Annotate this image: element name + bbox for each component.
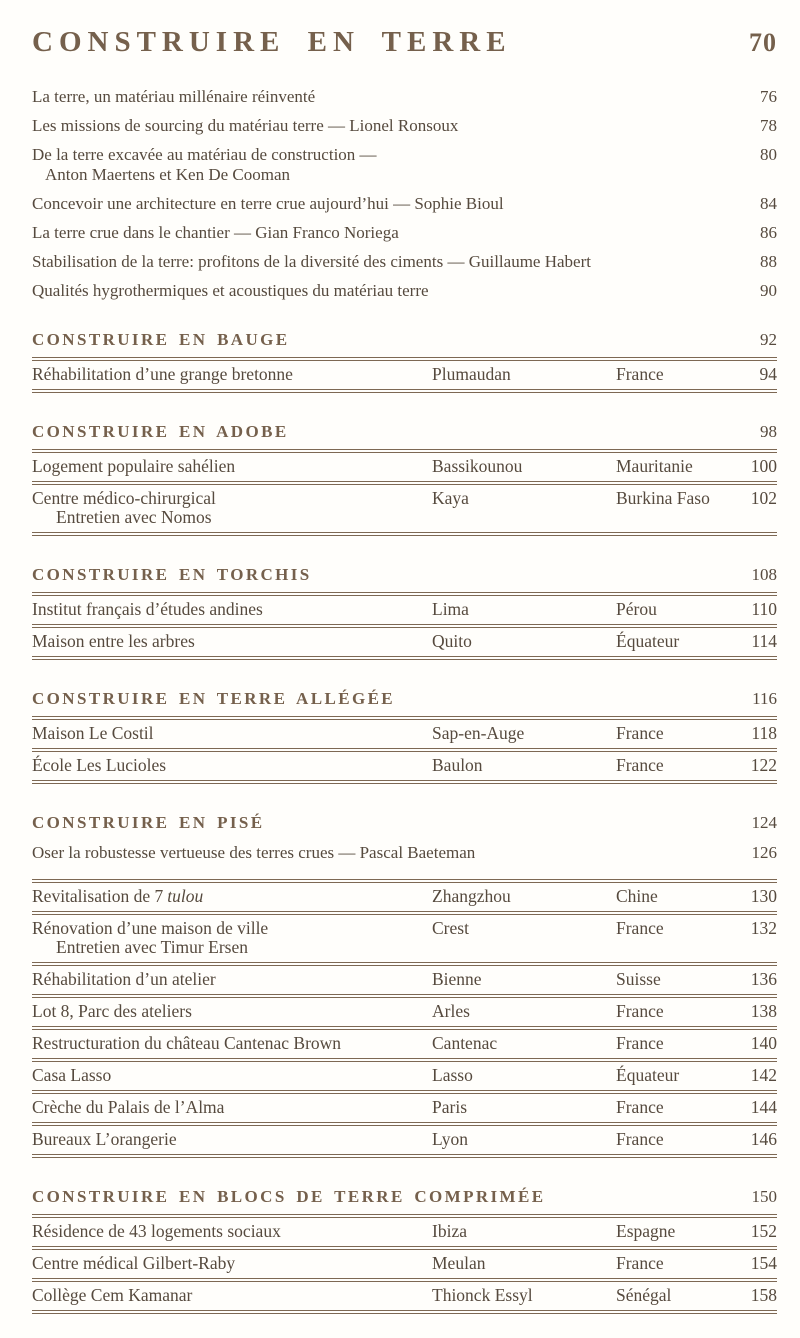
chapter-page-number: 70 — [749, 28, 777, 57]
entry-title: Les missions de sourcing du matériau terre — Lionel Ronsoux — [32, 116, 459, 135]
section-heading: CONSTRUIRE EN BAUGE — [32, 330, 290, 349]
section-page-number: 124 — [751, 813, 777, 832]
entry-page: 88 — [760, 252, 777, 271]
project-name: Crèche du Palais de l’Alma — [32, 1097, 225, 1117]
project-city: Kaya — [432, 488, 469, 508]
project-row — [32, 596, 777, 628]
project-row — [32, 1282, 777, 1314]
toc-entry — [32, 194, 777, 214]
project-country: Suisse — [616, 969, 661, 989]
toc-section-adobe — [32, 421, 777, 536]
project-row — [32, 966, 777, 998]
section-heading-row — [32, 1186, 777, 1207]
toc-entry — [32, 223, 777, 243]
project-row — [32, 720, 777, 752]
project-name: Collège Cem Kamanar — [32, 1285, 193, 1305]
section-heading: CONSTRUIRE EN PISÉ — [32, 813, 265, 832]
project-name-italic: tulou — [167, 886, 204, 906]
toc-entry — [32, 843, 777, 863]
project-row — [32, 883, 777, 915]
project-row — [32, 453, 777, 485]
project-page: 138 — [750, 1001, 777, 1021]
project-row — [32, 485, 777, 536]
project-city: Bienne — [432, 969, 482, 989]
project-page: 118 — [751, 723, 777, 743]
project-city: Crest — [432, 918, 469, 938]
entry-title-line2: Anton Maertens et Ken De Cooman — [45, 165, 291, 184]
project-city: Paris — [432, 1097, 467, 1117]
toc-section-terre-allegee — [32, 688, 777, 784]
project-row — [32, 1250, 777, 1282]
project-row — [32, 752, 777, 784]
toc-section-blocs — [32, 1186, 777, 1314]
project-page: 144 — [750, 1097, 777, 1117]
section-heading: CONSTRUIRE EN TERRE ALLÉGÉE — [32, 689, 396, 708]
entry-title: De la terre excavée au matériau de construction — Anton Maertens et Ken De Cooman — [32, 145, 377, 184]
project-page: 158 — [750, 1285, 777, 1305]
section-heading: CONSTRUIRE EN TORCHIS — [32, 565, 312, 584]
project-subtitle: Entretien avec Timur Ersen — [56, 937, 248, 957]
project-name: Centre médico-chirurgical Entretien avec Nomos — [32, 489, 432, 527]
project-name: Réhabilitation d’une grange bretonne — [32, 364, 293, 384]
project-name: Lot 8, Parc des ateliers — [32, 1001, 192, 1021]
project-subtitle: Entretien avec Nomos — [56, 507, 212, 527]
project-city: Lima — [432, 599, 469, 619]
project-row — [32, 1094, 777, 1126]
project-country: Espagne — [616, 1221, 676, 1241]
project-row — [32, 1030, 777, 1062]
project-page: 102 — [750, 488, 777, 508]
project-city: Quito — [432, 631, 472, 651]
project-country: Mauritanie — [616, 456, 693, 476]
project-page: 152 — [750, 1221, 777, 1241]
project-page: 100 — [750, 456, 777, 476]
section-page-number: 116 — [752, 689, 777, 708]
project-page: 146 — [750, 1129, 777, 1149]
project-row — [32, 1126, 777, 1158]
entry-title: La terre, un matériau millénaire réinventé — [32, 87, 316, 106]
toc-section-torchis — [32, 564, 777, 660]
project-name: Maison entre les arbres — [32, 631, 195, 651]
project-row — [32, 998, 777, 1030]
entry-page: 80 — [760, 145, 777, 164]
project-name: Revitalisation de 7 tulou — [32, 886, 204, 906]
project-country: France — [616, 755, 664, 775]
project-city: Plumaudan — [432, 364, 511, 384]
entry-title: Stabilisation de la terre: profitons de la diversité des ciments — Guillaume Habert — [32, 252, 591, 271]
entry-page: 76 — [760, 87, 777, 106]
entry-page: 86 — [760, 223, 777, 242]
project-table — [32, 716, 777, 784]
section-heading-row — [32, 329, 777, 350]
section-page-number: 98 — [760, 422, 777, 441]
project-page: 122 — [750, 755, 777, 775]
project-table — [32, 449, 777, 536]
project-country: France — [616, 1097, 664, 1117]
project-table — [32, 1214, 777, 1314]
entry-page: 78 — [760, 116, 777, 135]
project-country: Sénégal — [616, 1285, 672, 1305]
project-page: 136 — [750, 969, 777, 989]
project-table — [32, 592, 777, 660]
entry-title: Oser la robustesse vertueuse des terres crues — Pascal Baeteman — [32, 843, 476, 862]
section-heading-row — [32, 812, 777, 833]
project-city: Sap-en-Auge — [432, 723, 525, 743]
project-city: Lasso — [432, 1065, 473, 1085]
project-city: Zhangzhou — [432, 886, 511, 906]
project-row — [32, 361, 777, 393]
section-page-number: 150 — [751, 1187, 777, 1206]
project-name: Rénovation d’une maison de ville Entretien avec Timur Ersen — [32, 919, 432, 957]
project-country: Équateur — [616, 1065, 680, 1085]
project-row — [32, 915, 777, 966]
project-city: Bassikounou — [432, 456, 523, 476]
project-page: 110 — [751, 599, 777, 619]
project-country: France — [616, 364, 664, 384]
section-heading-row — [32, 564, 777, 585]
project-country: Burkina Faso — [616, 488, 710, 508]
entry-title: La terre crue dans le chantier — Gian Franco Noriega — [32, 223, 399, 242]
project-country: France — [616, 1001, 664, 1021]
entry-title: Concevoir une architecture en terre crue aujourd’hui — Sophie Bioul — [32, 194, 504, 213]
project-page: 130 — [750, 886, 777, 906]
project-city: Arles — [432, 1001, 470, 1021]
section-page-number: 108 — [751, 565, 777, 584]
project-name: Restructuration du château Cantenac Brown — [32, 1033, 342, 1053]
project-name: Centre médical Gilbert-Raby — [32, 1253, 236, 1273]
entry-title: Qualités hygrothermiques et acoustiques du matériau terre — [32, 281, 429, 300]
project-page: 140 — [750, 1033, 777, 1053]
project-row — [32, 1062, 777, 1094]
toc-entry — [32, 145, 777, 185]
project-city: Cantenac — [432, 1033, 498, 1053]
entry-page: 84 — [760, 194, 777, 213]
project-city: Lyon — [432, 1129, 468, 1149]
project-country: Équateur — [616, 631, 680, 651]
project-country: Pérou — [616, 599, 657, 619]
project-name: Logement populaire sahélien — [32, 456, 236, 476]
section-heading: CONSTRUIRE EN ADOBE — [32, 422, 289, 441]
toc-section-bauge — [32, 329, 777, 393]
section-page-number: 92 — [760, 330, 777, 349]
project-page: 154 — [750, 1253, 777, 1273]
project-table — [32, 357, 777, 393]
toc-entry — [32, 116, 777, 136]
project-page: 132 — [750, 918, 777, 938]
project-name: Résidence de 43 logements sociaux — [32, 1221, 281, 1241]
project-page: 114 — [751, 631, 777, 651]
chapter-title: CONSTRUIRE EN TERRE — [32, 26, 512, 58]
project-name: Réhabilitation d’un atelier — [32, 969, 216, 989]
project-row — [32, 1218, 777, 1250]
project-name: Institut français d’études andines — [32, 599, 263, 619]
project-country: France — [616, 918, 664, 938]
toc-entry — [32, 252, 777, 272]
project-page: 142 — [750, 1065, 777, 1085]
entry-page: 90 — [760, 281, 777, 300]
toc-entry — [32, 281, 777, 301]
chapter-title-row — [32, 26, 777, 59]
section-heading-row — [32, 421, 777, 442]
project-page: 94 — [759, 364, 777, 384]
project-name: Maison Le Costil — [32, 723, 154, 743]
entry-page: 126 — [751, 843, 777, 862]
toc-entry — [32, 87, 777, 107]
project-country: France — [616, 1253, 664, 1273]
project-city: Thionck Essyl — [432, 1285, 533, 1305]
toc-section-pise — [32, 812, 777, 1158]
project-city: Baulon — [432, 755, 483, 775]
project-name: Bureaux L’orangerie — [32, 1129, 177, 1149]
project-name: Casa Lasso — [32, 1065, 112, 1085]
project-country: Chine — [616, 886, 658, 906]
project-row — [32, 628, 777, 660]
project-country: France — [616, 1033, 664, 1053]
project-name: École Les Lucioles — [32, 755, 167, 775]
project-city: Ibiza — [432, 1221, 467, 1241]
project-table — [32, 879, 777, 1158]
project-city: Meulan — [432, 1253, 486, 1273]
project-country: France — [616, 1129, 664, 1149]
section-heading: CONSTRUIRE EN BLOCS DE TERRE COMPRIMÉE — [32, 1187, 546, 1206]
essay-list — [32, 87, 777, 301]
section-heading-row — [32, 688, 777, 709]
project-country: France — [616, 723, 664, 743]
